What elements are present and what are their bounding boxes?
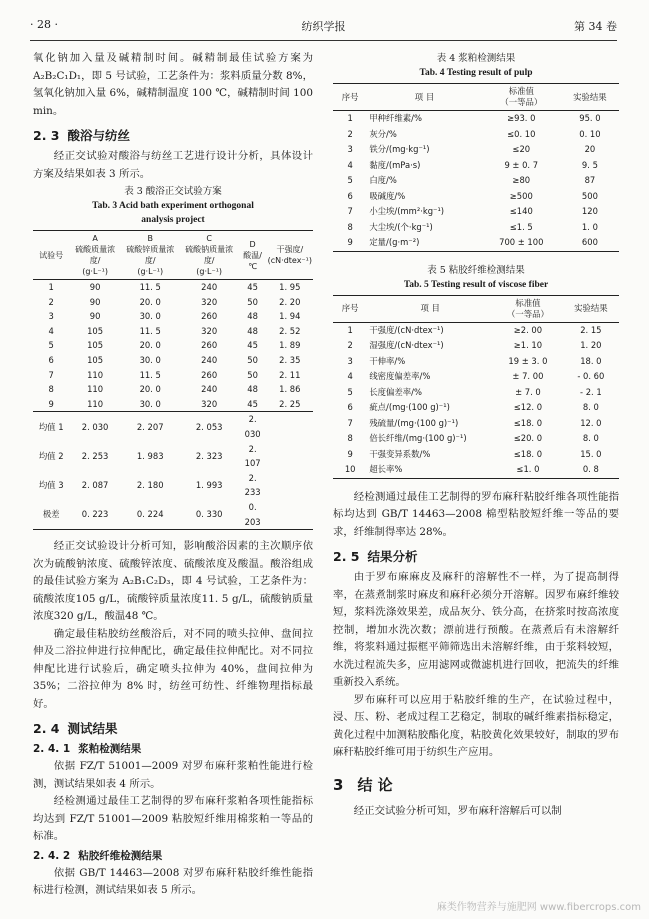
subsection-number: 2. 4. 2 — [33, 849, 71, 862]
table-cell: 110 — [87, 369, 104, 380]
table-stats-row — [33, 500, 313, 530]
table-cell: - 2. 1 — [580, 386, 602, 397]
table-cell: 疵点/(mg·(100 g)⁻¹) — [369, 402, 450, 412]
table-cell: 5 — [48, 340, 54, 351]
table-cell: 4 — [347, 159, 353, 170]
table-3-header-cell: B 硫酸锌质量浓度/ (g·L⁻¹) — [121, 231, 180, 280]
section-title: 结果分析 — [367, 549, 418, 564]
table-cell: 320 — [201, 296, 218, 307]
table-row — [333, 462, 619, 478]
table-row — [33, 324, 313, 339]
section-2-4-2-paragraph: 依据 GB/T 14463—2008 对罗布麻秆粘胶纤维性能指标进行检测，测试结果如表 5 所示。 — [33, 866, 313, 897]
table-cell: 2. 207 — [121, 412, 180, 442]
table-cell: ≤18. 0 — [513, 448, 543, 459]
table-row — [333, 431, 619, 447]
table-4-caption-zh: 表 4 浆粕检测结果 — [436, 53, 516, 64]
table-3-header-cell: D 酸温/ ℃ — [239, 231, 267, 280]
table-cell: 2. 25 — [279, 398, 301, 409]
table-row — [333, 220, 619, 236]
table-cell: 1. 89 — [279, 340, 301, 351]
section-2-5-paragraph-1: 由于罗布麻麻皮及麻秆的溶解性不一样，为了提高制得率，在蒸煮制浆时麻皮和麻秆必须分开溶解。因罗布麻纤维较短，浆料洗涤效果差，成品灰分、铁分高，在挤浆时按高浓度控制，增加水洗次数；漂前进行预酸。在蒸煮后有未溶解纤维，将浆料通过振框平筛筛选出未溶解纤维，由于浆料较短，水洗过程流失多，应用滤网或微滤机进行回收，把流失的纤维重新投入系统。 — [333, 571, 619, 688]
table-cell: 110 — [87, 398, 104, 409]
table-cell: 50 — [247, 296, 258, 307]
table-cell: 0. 203 — [244, 501, 261, 527]
table-row — [333, 235, 619, 251]
table-cell: 铁分/(mg·kg⁻¹) — [369, 144, 430, 154]
table-4-header-cell: 序号 — [333, 84, 367, 111]
table-cell: ≤20 — [512, 144, 531, 154]
table-cell: 105 — [87, 325, 104, 336]
table-cell: 大尘埃/(个·kg⁻¹) — [369, 221, 433, 232]
table-cell: 1 — [347, 113, 353, 123]
table-cell: ± 7. 0 — [515, 386, 541, 397]
table-cell: 小尘埃/(mm²·kg⁻¹) — [369, 206, 445, 216]
table-row — [333, 385, 619, 401]
table-cell: 0. 224 — [136, 509, 164, 520]
table-cell: 2 — [347, 340, 353, 350]
table-row — [333, 189, 619, 205]
table-cell: 12. 0 — [580, 417, 602, 428]
section-2-5-paragraph-2: 罗布麻秆可以应用于粘胶纤维的生产，在试验过程中，浸、压、粉、老成过程工艺稳定，制取的碱纤维素指标稳定，黄化过程中加测粘胶酯化度，粘胶黄化效果较好，制取的罗布麻秆粘胶纤维可用于纺织生产应用。 — [333, 693, 619, 758]
table-cell: 干伸率/% — [369, 355, 406, 366]
table-cell: 2. 253 — [81, 450, 109, 461]
table-cell: 均值 1 — [33, 412, 69, 442]
table-cell: 2 — [347, 128, 353, 139]
table-cell: 2. 323 — [195, 450, 223, 461]
table-row — [333, 447, 619, 463]
table-cell: 7 — [347, 206, 353, 216]
table-cell: 灰分/% — [369, 128, 397, 139]
table-cell: 95. 0 — [579, 113, 601, 123]
table-row — [33, 309, 313, 324]
table-cell: 19 ± 3. 0 — [508, 355, 548, 366]
table-cell: 2. 35 — [279, 354, 301, 365]
table-cell: ≤1. 0 — [516, 464, 540, 474]
table-cell: ≥1. 10 — [513, 340, 543, 350]
table-cell: 均值 3 — [38, 480, 64, 491]
table-row — [333, 400, 619, 416]
table-cell: 9. 5 — [581, 159, 598, 170]
table-cell: 48 — [247, 325, 258, 336]
table-cell: ≤140 — [509, 206, 533, 216]
table-3-header-cell: C 硫酸钠质量浓度/ (g·L⁻¹) — [180, 231, 239, 280]
table-cell: 2. 11 — [279, 369, 301, 380]
table-cell: ≤1. 5 — [509, 221, 533, 232]
table-cell: 1. 95 — [279, 282, 301, 292]
table-cell: 260 — [201, 311, 218, 322]
table-row — [333, 322, 619, 338]
table-row — [333, 127, 619, 143]
table-cell: 5 — [347, 175, 353, 185]
table-cell: 1. 983 — [136, 450, 164, 461]
table-cell: 105 — [87, 340, 104, 351]
table-cell: 2. 030 — [69, 412, 120, 442]
table-cell: 7 — [48, 369, 54, 380]
table-cell: ≥500 — [509, 190, 533, 201]
section-2-4-1-heading — [33, 741, 313, 756]
table-5-header-cell: 标准值 （一等品） — [493, 295, 563, 322]
right-column — [333, 50, 619, 820]
page-number: · 28 · — [30, 18, 58, 31]
table-cell: 30. 0 — [139, 398, 161, 409]
table-cell: 1. 20 — [580, 340, 602, 350]
table-row — [33, 382, 313, 397]
table-4-header-cell: 实验结果 — [561, 84, 619, 111]
table-cell: 甲种纤维素/% — [369, 113, 422, 123]
table-cell: 黏度/(mPa·s) — [369, 159, 421, 170]
table-cell: 极差 — [42, 509, 60, 520]
table-cell: 干强变异系数/% — [369, 448, 431, 459]
table-cell: 超长率% — [369, 464, 403, 474]
left-column — [33, 50, 313, 900]
table-row — [333, 142, 619, 158]
table-cell: 20. 0 — [139, 296, 161, 307]
table-row — [333, 204, 619, 220]
table-cell: 3 — [347, 144, 353, 154]
section-2-4-2-heading — [33, 848, 313, 863]
table-cell: 90 — [89, 296, 101, 307]
section-number: 3 — [333, 775, 344, 794]
table-cell: 260 — [201, 369, 218, 380]
table-cell: 4 — [48, 325, 54, 336]
table-cell: 30. 0 — [139, 354, 161, 365]
table-cell: 20 — [584, 144, 596, 154]
table-cell: 残硫量/(mg·(100 g)⁻¹) — [369, 417, 459, 428]
table-cell: ± 7. 00 — [512, 371, 544, 381]
table-cell: 240 — [201, 282, 218, 292]
table-4 — [333, 83, 619, 252]
table-row — [33, 295, 313, 310]
table-cell: 湿强度/(cN·dtex⁻¹) — [369, 340, 444, 350]
table-cell: 7 — [347, 417, 353, 428]
intro-paragraph: 氧化钠加入量及碱精制时间。碱精制最佳试验方案为 A₂B₂C₁D₁，即 5 号试验，工艺条件为：浆料质量分数 8%，氢氧化钠加入量 6%，碱精制温度 100 ℃，碱精制时间 100 min。 — [33, 52, 313, 117]
table-4-caption-en: Tab. 4 Testing result of pulp — [419, 68, 533, 78]
table-cell: 1. 0 — [581, 221, 598, 232]
table-3-caption-zh: 表 3 酸浴正交试验方案 — [124, 186, 222, 197]
table-5-header-cell: 项 目 — [367, 295, 493, 322]
section-2-4-heading — [33, 719, 313, 737]
subsection-number: 2. 4. 1 — [33, 743, 71, 756]
table-cell: 20. 0 — [139, 384, 161, 395]
table-cell: 30. 0 — [139, 311, 161, 322]
table-cell: 50 — [247, 369, 258, 380]
table-cell: 9 ± 0. 7 — [504, 159, 539, 170]
table-cell: 11. 5 — [139, 369, 161, 380]
section-title: 结 论 — [357, 775, 393, 794]
header-rule — [30, 40, 617, 41]
section-2-3-heading — [33, 126, 313, 144]
table-cell: 11. 5 — [139, 282, 161, 292]
section-3-heading — [333, 774, 619, 795]
table-cell: ≤12. 0 — [513, 402, 543, 412]
table-cell: 1. 94 — [279, 311, 301, 322]
table-row — [333, 354, 619, 370]
table-cell: 2. 107 — [244, 443, 261, 469]
table-cell: 8 — [347, 433, 353, 443]
table-cell: 87 — [584, 175, 596, 185]
table-cell: 2. 053 — [180, 412, 239, 442]
table-row — [33, 338, 313, 353]
volume-number: 第 34 卷 — [574, 20, 617, 33]
table-cell: 2. 52 — [279, 325, 301, 336]
table-cell: 240 — [201, 384, 218, 395]
table-row — [333, 111, 619, 127]
table-cell — [267, 442, 313, 471]
table-cell: ≥80 — [512, 175, 531, 185]
table-cell: 2. 180 — [136, 480, 164, 491]
table-cell — [267, 471, 313, 500]
table-cell: 6 — [347, 402, 353, 412]
table-stats-row — [33, 412, 313, 442]
table-cell: 320 — [201, 325, 218, 336]
table-cell: 6 — [347, 190, 353, 201]
table-cell: 15. 0 — [580, 448, 602, 459]
section-number: 2. 3 — [33, 128, 60, 143]
table-row — [33, 368, 313, 383]
table-5-header-cell: 序号 — [333, 295, 367, 322]
table-cell: 2. 030 — [239, 412, 267, 442]
table-5 — [333, 295, 619, 479]
table-cell: 0. 223 — [81, 509, 109, 520]
table-cell: 8 — [347, 221, 353, 232]
table-cell: 倍长纤维/(mg·(100 g)⁻¹) — [369, 433, 467, 443]
table-3 — [33, 230, 313, 530]
table-row — [333, 338, 619, 354]
table-cell: 白度/% — [369, 175, 397, 185]
table-cell: 1 — [48, 282, 54, 292]
table-cell — [267, 412, 313, 442]
table-cell: 2. 15 — [580, 324, 602, 335]
table-cell: ≤18. 0 — [513, 417, 543, 428]
table-cell: ≥2. 00 — [513, 324, 543, 335]
table-cell: 1. 86 — [279, 384, 301, 395]
table-cell: 8. 0 — [582, 402, 599, 412]
section-2-5-heading — [333, 547, 619, 565]
table-cell: 6 — [48, 354, 54, 365]
table-5-caption-zh: 表 5 粘胶纤维检测结果 — [427, 264, 525, 276]
table-cell: 吸碱度/% — [369, 190, 406, 201]
table-cell: 45 — [247, 282, 258, 292]
table-cell: 长度偏差率/% — [369, 386, 422, 397]
section-2-3-paragraph: 经正交试验对酸浴与纺丝工艺进行设计分析，具体设计方案及结果如表 3 所示。 — [33, 150, 313, 180]
section-2-4-1-paragraph-2: 经检测通过最佳工艺制得的罗布麻秆浆粕各项性能指标均达到 FZ/T 51001—2009 粘胶短纤维用棉浆粕一等品的标准。 — [33, 795, 313, 843]
table-cell: 线密度偏差率/% — [369, 371, 431, 381]
conclusion-paragraph: 经正交试验分析可知，罗布麻秆溶解后可以制 — [353, 804, 562, 817]
table-cell: - 0. 60 — [577, 371, 605, 381]
table-cell: ≥93. 0 — [507, 113, 536, 123]
table-cell: 3 — [48, 311, 54, 322]
table-4-header-cell: 项 目 — [367, 84, 481, 111]
table-cell: 48 — [247, 384, 258, 395]
table-cell: 9 — [48, 398, 54, 409]
section-number: 2. 4 — [33, 721, 60, 737]
table-5-analysis-paragraph: 经检测通过最佳工艺制得的罗布麻秆粘胶纤维各项性能指标均达到 GB/T 14463—2008 棉型粘胶短纤维一等品的要求，纤维制得率达 28%。 — [333, 490, 619, 538]
table-cell: 90 — [89, 311, 101, 322]
table-cell: 320 — [201, 398, 218, 409]
journal-name: 纺织学报 — [301, 20, 346, 33]
table-cell: 1 — [347, 324, 353, 335]
watermark: 麻类作物营养与施肥网 www.fibercrops.com — [436, 902, 641, 913]
table-cell: 260 — [201, 340, 218, 351]
table-cell: 18. 0 — [580, 355, 602, 366]
table-5-header-cell: 实验结果 — [563, 295, 619, 322]
table-cell: 45 — [247, 398, 258, 409]
table-3-header-cell: 干强度/ (cN·dtex⁻¹) — [267, 231, 313, 280]
table-cell: 2. 233 — [244, 472, 261, 498]
table-cell: 2. 087 — [81, 480, 109, 491]
table-cell: 700 ± 100 — [499, 237, 544, 247]
table-cell: 均值 2 — [38, 450, 64, 461]
section-title: 酸浴与纺丝 — [67, 128, 131, 143]
section-2-4-1-paragraph-1: 依据 FZ/T 51001—2009 对罗布麻秆浆粕性能进行检测，测试结果如表 4 所示。 — [33, 760, 313, 790]
table-row — [333, 173, 619, 189]
table-3-header-cell: 试验号 — [33, 231, 69, 280]
subsection-title: 粘胶纤维检测结果 — [78, 849, 163, 862]
table-cell: 1. 993 — [195, 480, 223, 491]
table-cell: 45 — [247, 340, 258, 351]
table-3-caption-en-1: Tab. 3 Acid bath experiment orthogonal — [92, 201, 254, 211]
table-cell: 0. 8 — [582, 464, 599, 474]
subsection-title: 浆粕检测结果 — [78, 743, 142, 756]
table-cell: 90 — [89, 282, 101, 292]
table-cell: 120 — [581, 206, 598, 216]
table-cell: 50 — [247, 354, 258, 365]
table-3-header-cell: A 硫酸质量浓度/ (g·L⁻¹) — [69, 231, 120, 280]
table-row — [333, 416, 619, 432]
table-cell: 8. 0 — [582, 433, 599, 443]
table-cell: 3 — [347, 355, 353, 366]
table-cell: 2. 20 — [279, 296, 301, 307]
table-row — [33, 353, 313, 368]
section-title: 测试结果 — [67, 721, 118, 737]
table-3-caption-en-2: analysis project — [141, 215, 205, 225]
table-cell: 20. 0 — [139, 340, 161, 351]
table-cell: 4 — [347, 371, 353, 381]
table-stats-row — [33, 442, 313, 471]
table-5-caption-en: Tab. 5 Testing result of viscose fiber — [403, 279, 549, 290]
table-cell: 定量/(g·m⁻²) — [369, 237, 420, 247]
table-cell: 9 — [347, 237, 353, 247]
table-cell: 8 — [48, 384, 54, 395]
table-stats-row — [33, 471, 313, 500]
table-cell: 110 — [87, 384, 104, 395]
table-cell: 2 — [48, 296, 54, 307]
table-cell: 11. 5 — [139, 325, 161, 336]
table-cell: ≤20. 0 — [513, 433, 543, 443]
table-cell: 5 — [347, 386, 353, 397]
table-row — [33, 280, 313, 295]
table-4-header-cell: 标准值 （一等品） — [482, 84, 561, 111]
table-cell: ≤0. 10 — [507, 128, 536, 139]
table-cell: 600 — [581, 237, 598, 247]
table-row — [333, 158, 619, 174]
table-cell: 240 — [201, 354, 218, 365]
running-header — [30, 18, 617, 36]
table-cell: 105 — [87, 354, 104, 365]
table-cell — [267, 500, 313, 530]
spinning-paragraph: 确定最佳粘胶纺丝酸浴后，对不同的喷头拉伸、盘间拉伸及二浴拉伸进行拉伸配比，确定最佳拉伸配比。对不同拉伸配比进行试验后，确定喷头拉伸为 40%，盘间拉伸为 35%；二浴拉伸为 8% 时，纺丝可纺性、纤维物理指标最好。 — [33, 627, 313, 710]
table-cell: 48 — [247, 311, 258, 322]
table-cell: 10 — [344, 464, 356, 474]
table-cell: 9 — [347, 448, 353, 459]
table-row — [333, 369, 619, 385]
section-number: 2. 5 — [333, 549, 360, 564]
table-row — [33, 397, 313, 412]
table-cell: 0. 330 — [195, 509, 223, 520]
table-cell: 干强度/(cN·dtex⁻¹) — [369, 324, 444, 335]
table-cell: 0. 10 — [579, 128, 601, 139]
table-3-analysis-paragraph: 经正交试验设计分析可知，影响酸浴因素的主次顺序依次为硫酸钠浓度、硫酸锌浓度、硫酸浓度及酸温。酸浴组成的最佳试验方案为 A₂B₁C₂D₃，即 4 号试验，工艺条件为：硫酸浓度105 g/L，硫酸锌质量浓度11. 5 g/L，硫酸钠质量浓度320 g/L，酸温48 ℃。 — [33, 540, 313, 623]
table-cell: 500 — [581, 190, 598, 201]
